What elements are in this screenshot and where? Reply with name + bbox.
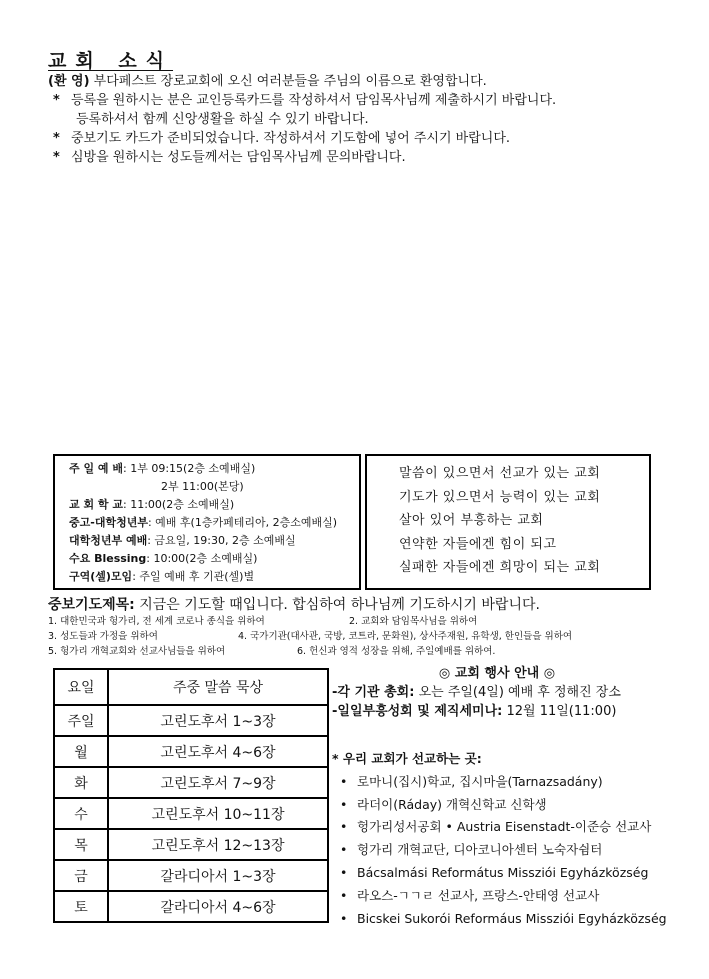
mission-text: 라더이(Ráday) 개혁신학교 신학생 [357,796,547,812]
bullet-icon: • [340,796,348,812]
page-title: 교회 소식 [48,50,174,72]
bible-reading-table [53,668,329,923]
events-section [332,664,702,721]
table-row [54,860,328,891]
worship-value: 2부 11:00(본당) [161,480,244,493]
table-header-day: 요일 [54,669,108,705]
mission-text: Bácsalmási Református Missziói Egyházközség [357,864,649,880]
event-text: 12월 11일(11:00) [502,704,617,719]
church-motto-box [365,454,651,590]
worship-label: 교 회 학 교 [69,498,123,511]
reading-cell: 고린도후서 1~3장 [108,705,328,736]
table-row [54,767,328,798]
day-cell: 금 [54,860,108,891]
notice-item [48,148,688,167]
worship-label: 대학청년부 예배 [69,534,148,547]
prayer-label: 중보기도제목: [48,597,135,613]
bullet-icon: • [340,864,348,880]
worship-value: : 주일 예배 후 기관(셀)별 [132,570,255,583]
prayer-text: 지금은 기도할 때입니다. 합심하여 하나님께 기도하시기 바랍니다. [134,597,540,613]
event-text: 오는 주일(4일) 예배 후 정해진 장소 [414,685,621,700]
events-heading: ◎ 교회 행사 안내 ◎ [438,666,556,681]
motto-line: 연약한 자들에겐 힘이 되고 [399,536,557,552]
notice-text: 심방을 원하시는 성도들께서는 담임목사님께 문의바랍니다. [71,150,406,165]
mission-text: 헝가리 개혁교단, 디아코니아센터 노숙자쉼터 [357,842,603,858]
mission-text: 라오스-ㄱㄱㄹ 선교사, 프랑스-안태영 선교사 [357,887,600,903]
reading-cell: 고린도후서 10~11장 [108,798,328,829]
day-cell: 토 [54,891,108,922]
worship-value: : 11:00(2층 소예배실) [123,498,235,511]
day-cell: 월 [54,736,108,767]
prayer-heading [48,594,540,614]
table-row [54,829,328,860]
list-item [332,862,702,885]
bullet-icon: • [340,842,348,858]
notice-text: 등록을 원하시는 분은 교인등록카드를 작성하셔서 담임목사님께 제출하시기 바랍니다. [71,93,557,108]
event-label: -일일부흥성회 및 제직세미나: [332,704,503,719]
notice-item [48,129,688,148]
bullet-star: * [53,93,60,108]
table-row [54,705,328,736]
day-cell: 수 [54,798,108,829]
welcome-line [48,72,688,91]
table-row [54,798,328,829]
worship-label: 구역(셀)모임 [69,570,133,583]
prayer-item: 3. 성도들과 가정을 위하여 [48,631,158,642]
bullet-icon: • [340,773,348,789]
list-item [332,816,702,839]
prayer-item: 1. 대한민국과 헝가리, 전 세계 코로나 종식을 위하여 [48,616,265,627]
worship-label: 수요 Blessing [69,552,147,565]
welcome-text: 부다페스트 장로교회에 오신 여러분들을 주님의 이름으로 환영합니다. [89,74,487,89]
day-cell: 화 [54,767,108,798]
bullet-icon: • [340,887,348,903]
event-label: -각 기관 총회: [332,685,415,700]
event-item [332,702,702,721]
table-row [54,891,328,922]
day-cell: 목 [54,829,108,860]
reading-cell: 고린도후서 4~6장 [108,736,328,767]
bullet-star: * [53,131,60,146]
bullet-icon: • [340,819,348,835]
list-item [332,908,702,931]
list-item [332,794,702,817]
worship-label: 중고-대학청년부 [69,516,148,529]
worship-schedule-box [53,454,361,590]
mission-text: 헝가리성서공회 • Austria Eisenstadt-이준승 선교사 [357,819,652,835]
notice-item-continuation [48,110,688,129]
prayer-item: 5. 헝가리 개혁교회와 선교사님들을 위하여 [48,646,226,657]
bullet-icon: • [340,910,348,926]
prayer-items [48,614,698,659]
welcome-tag: (환 영) [48,74,90,89]
reading-cell: 갈라디아서 4~6장 [108,891,328,922]
list-item [332,885,702,908]
mission-list [332,771,702,931]
reading-cell: 고린도후서 12~13장 [108,829,328,860]
prayer-item: 2. 교회와 담임목사님을 위하여 [349,616,478,627]
list-item [332,839,702,862]
list-item [332,771,702,794]
worship-label: 주 일 예 배 [69,462,123,475]
mission-section [332,748,702,930]
reading-cell: 고린도후서 7~9장 [108,767,328,798]
worship-value: : 예배 후(1층카페테리아, 2층소예배실) [147,516,337,529]
motto-line: 기도가 있으면서 능력이 있는 교회 [399,489,601,505]
prayer-item: 4. 국가기관(대사관, 국방, 코트라, 문화원), 상사주재원, 유학생, 한인들을 위하여 [238,631,573,642]
worship-value: : 1부 09:15(2층 소예배실) [123,462,256,475]
worship-value: : 10:00(2층 소예배실) [146,552,258,565]
mission-text: Bicskei Sukorói Reformáus Missziói Egyházközség [357,910,667,926]
day-cell: 주일 [54,705,108,736]
reading-cell: 갈라디아서 1~3장 [108,860,328,891]
notice-section [48,72,688,167]
table-header-reading: 주중 말씀 묵상 [108,669,328,705]
motto-line: 실패한 자들에겐 희망이 되는 교회 [399,560,601,575]
notice-text: 등록하셔서 함께 신앙생활을 하실 수 있기 바랍니다. [76,112,369,127]
motto-line: 살아 있어 부흥하는 교회 [399,513,544,528]
mission-heading: * 우리 교회가 선교하는 곳: [332,751,482,766]
notice-item [48,91,688,110]
notice-text: 중보기도 카드가 준비되었습니다. 작성하셔서 기도함에 넣어 주시기 바랍니다. [71,131,511,146]
motto-line: 말씀이 있으면서 선교가 있는 교회 [399,466,601,481]
prayer-item: 6. 헌신과 영적 성장을 위해, 주일예배를 위하여. [297,646,496,657]
worship-value: : 금요일, 19:30, 2층 소예배실 [147,534,296,547]
event-item [332,683,702,702]
mission-text: 로마니(집시)학교, 집시마을(Tarnazsadány) [357,773,603,789]
table-row [54,736,328,767]
bullet-star: * [53,150,60,165]
